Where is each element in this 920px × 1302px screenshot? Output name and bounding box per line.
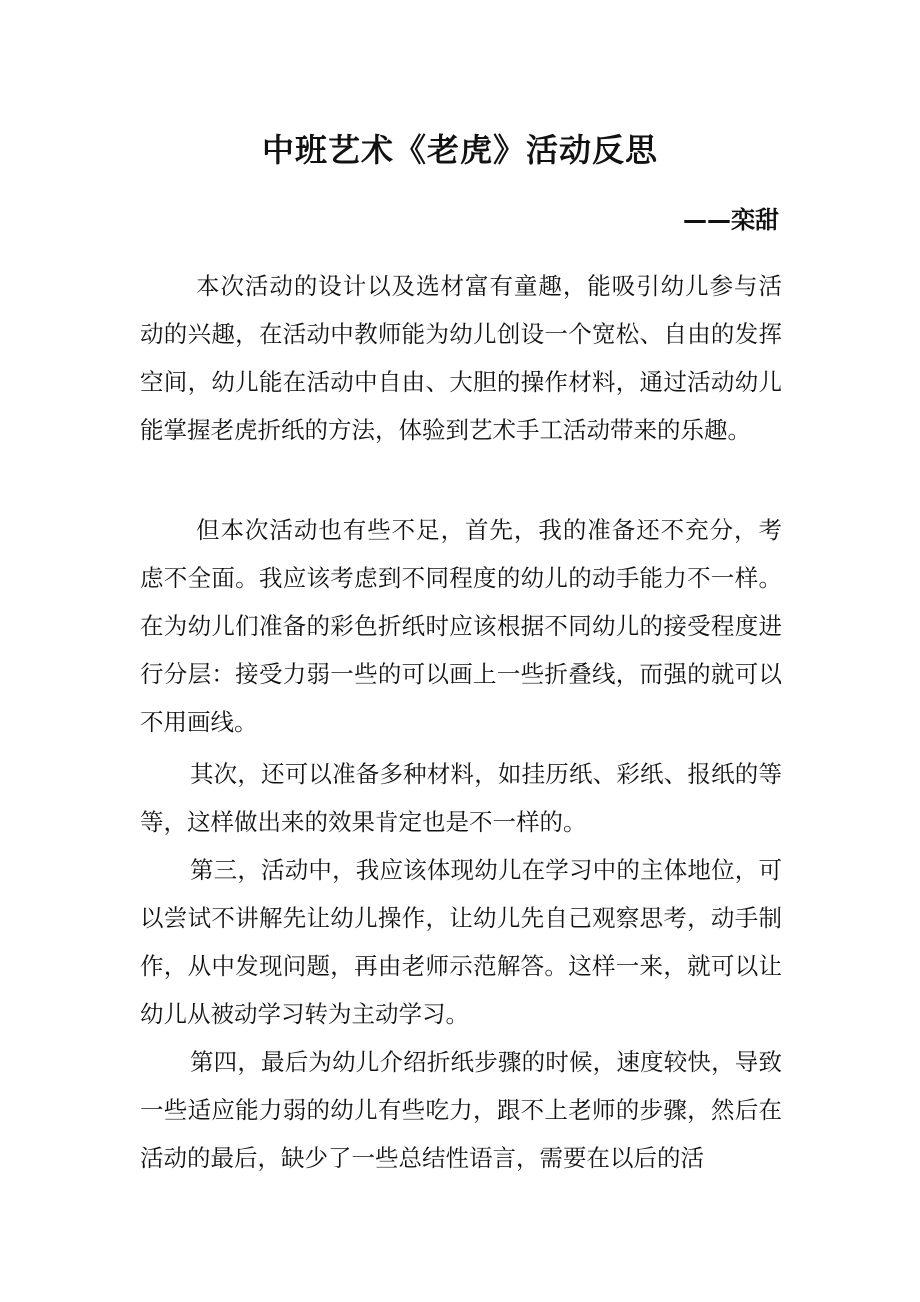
author-line: ——栾甜	[683, 206, 779, 234]
paragraph-2: 但本次活动也有些不足，首先，我的准备还不充分，考虑不全面。我应该考虑到不同程度的幼儿的动手能力不一样。在为幼儿们准备的彩色折纸时应该根据不同幼儿的接受程度进行分层：接受力弱一些的可以画上一些折叠线，而强的就可以不用画线。	[140, 516, 782, 736]
paragraph-5: 第四，最后为幼儿介绍折纸步骤的时候，速度较快，导致一些适应能力弱的幼儿有些吃力，跟不上老师的步骤，然后在活动的最后，缺少了一些总结性语言，需要在以后的活	[140, 1048, 782, 1172]
paragraph-3: 其次，还可以准备多种材料，如挂历纸、彩纸、报纸的等等，这样做出来的效果肯定也是不一样的。	[140, 760, 782, 836]
document-body	[140, 262, 782, 1182]
paragraph-1: 本次活动的设计以及选材富有童趣，能吸引幼儿参与活动的兴趣，在活动中教师能为幼儿创设一个宽松、自由的发挥空间，幼儿能在活动中自由、大胆的操作材料，通过活动幼儿能掌握老虎折纸的方法，体验到艺术手工活动带来的乐趣。	[140, 272, 782, 444]
page-title: 中班艺术《老虎》活动反思	[261, 131, 658, 169]
paragraph-4: 第三，活动中，我应该体现幼儿在学习中的主体地位，可以尝试不讲解先让幼儿操作，让幼儿先自己观察思考，动手制作，从中发现问题，再由老师示范解答。这样一来，就可以让幼儿从被动学习转为主动学习。	[140, 856, 782, 1028]
